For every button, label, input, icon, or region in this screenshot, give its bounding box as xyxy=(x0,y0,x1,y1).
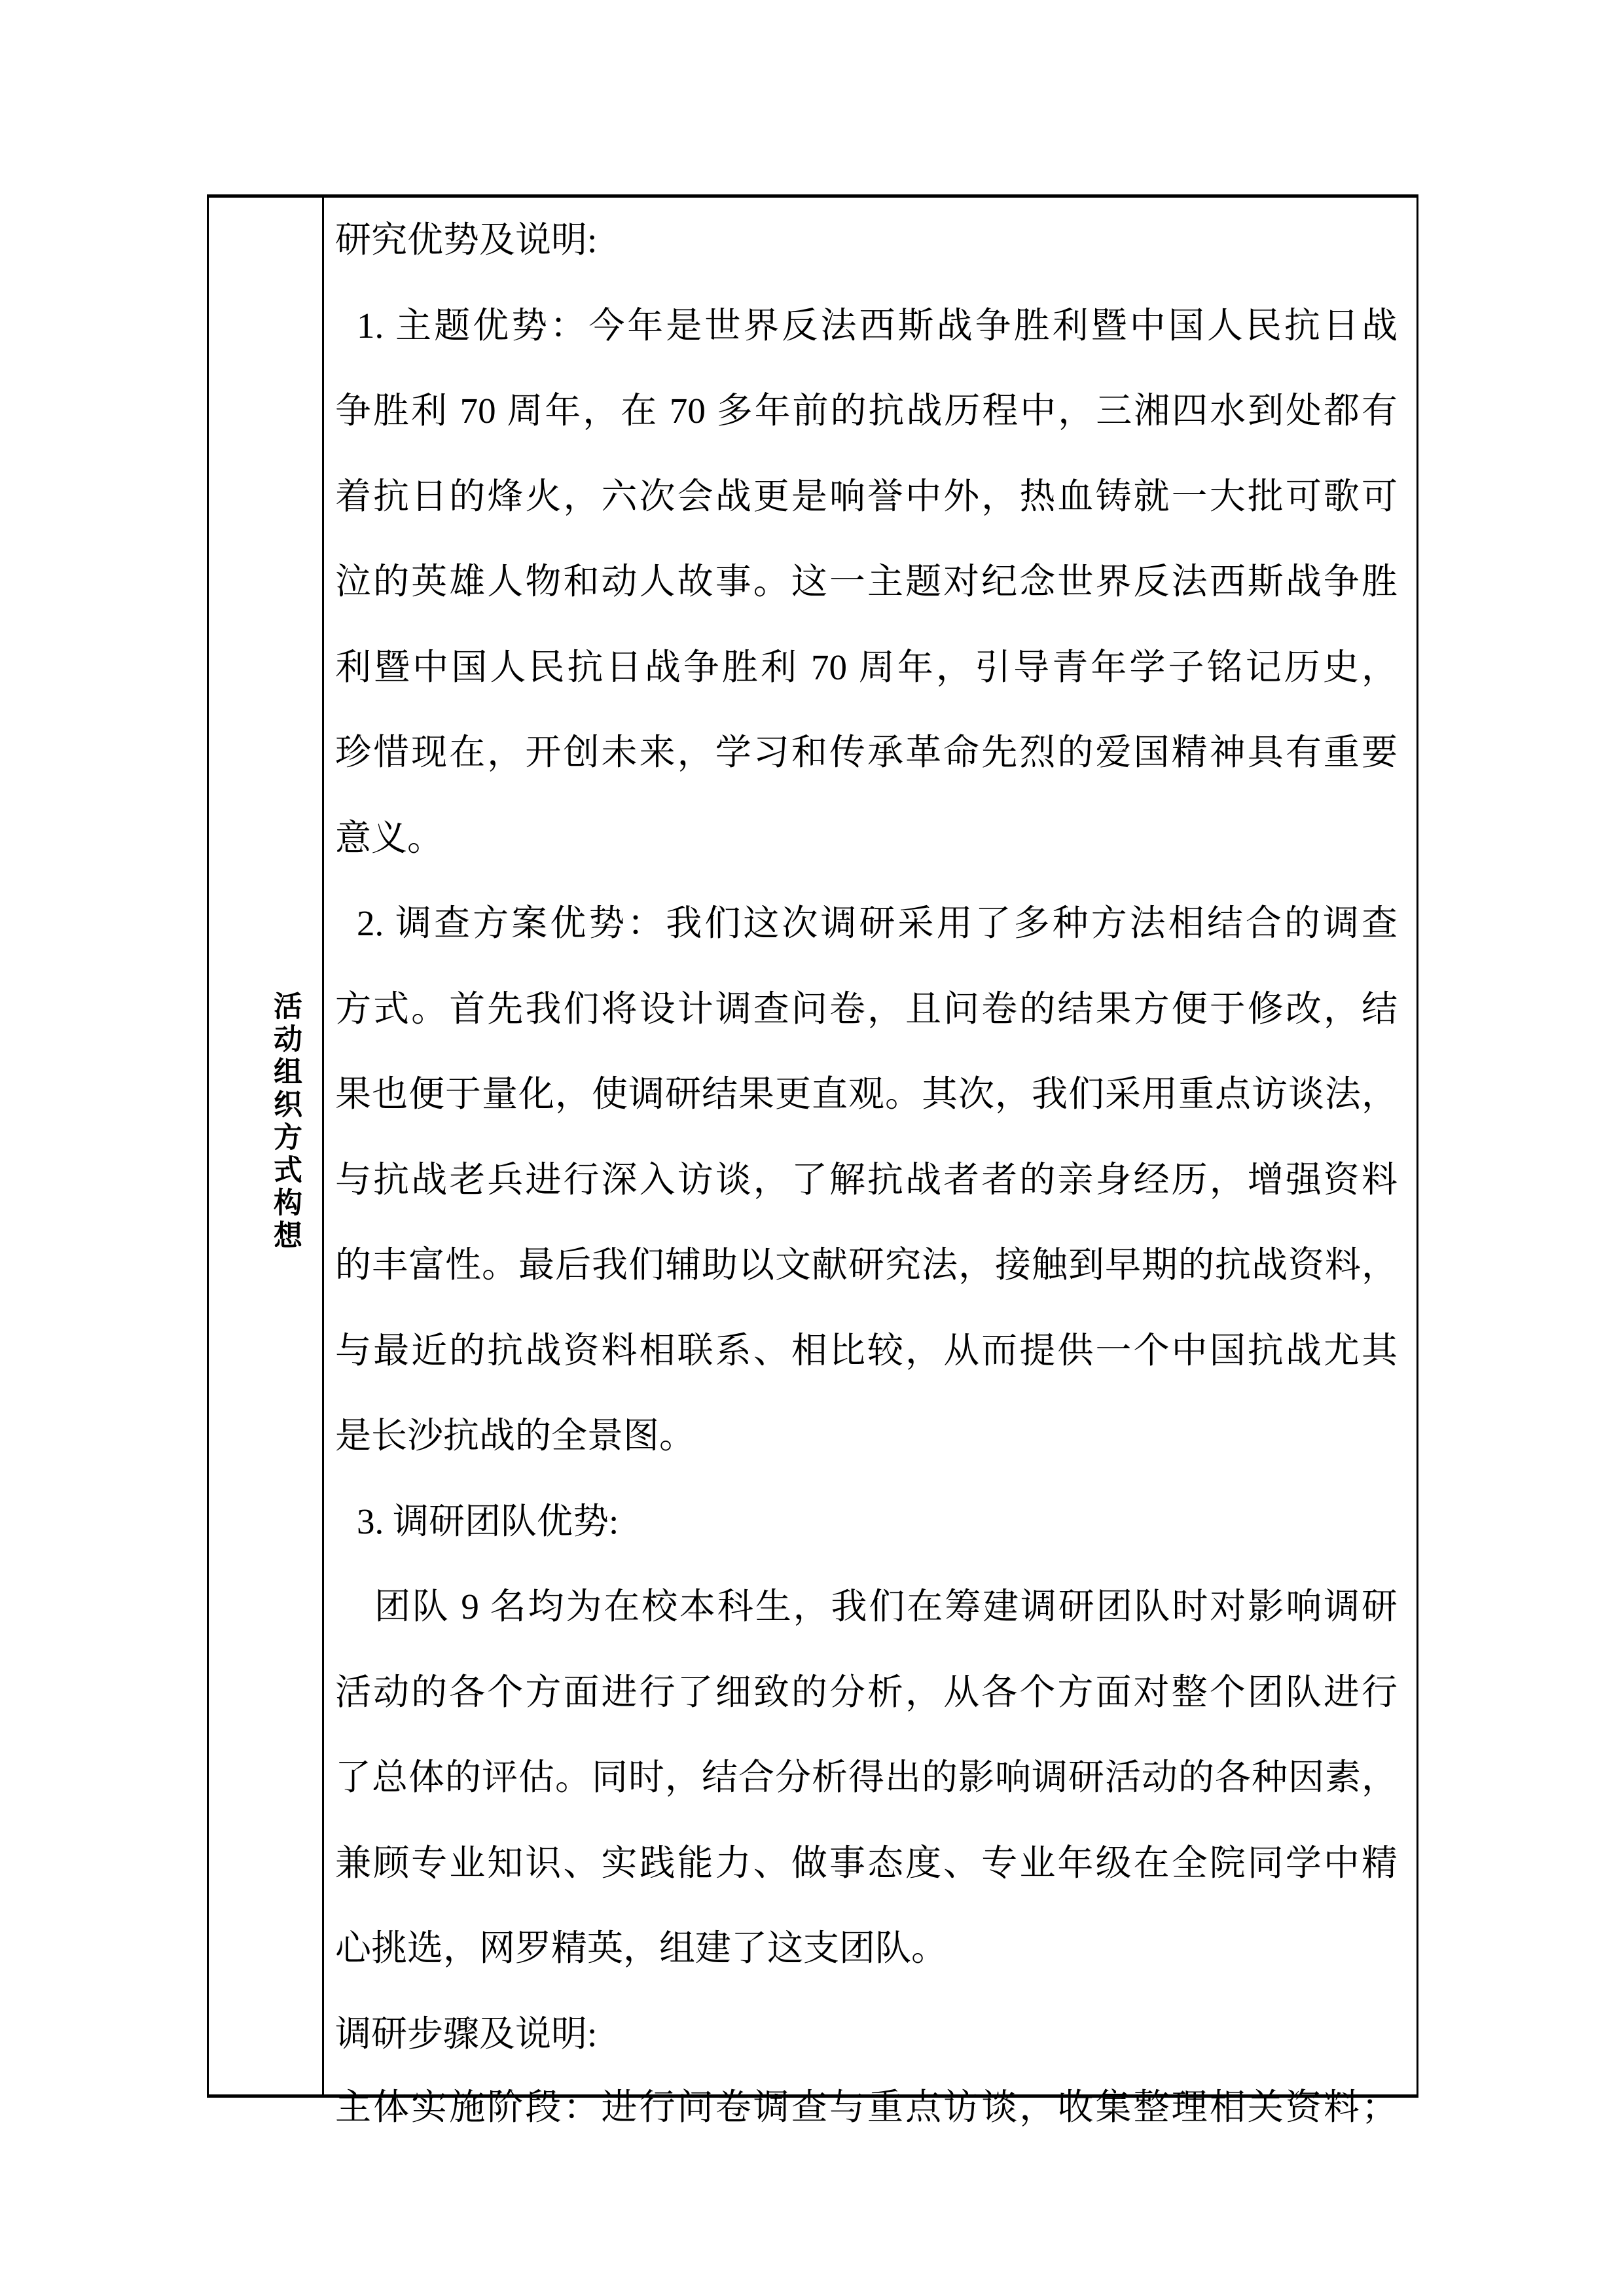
text-line: 是长沙抗战的全景图。 xyxy=(335,1416,696,1456)
text-line: 心挑选，网罗精英，组建了这支团队。 xyxy=(335,1928,948,1968)
text-line: 1. 主题优势：今年是世界反法西斯战争胜利暨中国人民抗日战 xyxy=(357,305,1398,346)
text-line: 与抗战老兵进行深入访谈，了解抗战者者的亲身经历，增强资料 xyxy=(335,1159,1398,1200)
text-line-clipped: 主体实施阶段：进行问卷调查与重点访谈，收集整理相关资料； xyxy=(335,2087,1398,2127)
text-line: 果也便于量化，使调研结果更直观。其次，我们采用重点访谈法， xyxy=(335,1074,1398,1114)
cell-row-header xyxy=(209,198,324,2094)
text-line: 了总体的评估。同时，结合分析得出的影响调研活动的各种因素， xyxy=(335,1757,1398,1797)
text-line: 活动的各个方面进行了细致的分析，从各个方面对整个团队进行 xyxy=(335,1672,1398,1712)
text-line: 争胜利 70 周年，在 70 多年前的抗战历程中，三湘四水到处都有 xyxy=(335,391,1398,431)
text-line: 的丰富性。最后我们辅助以文献研究法，接触到早期的抗战资料， xyxy=(335,1245,1398,1285)
text-line: 与最近的抗战资料相联系、相比较，从而提供一个中国抗战尤其 xyxy=(335,1330,1398,1371)
text-line: 调研步骤及说明: xyxy=(335,2013,598,2054)
text-line: 团队 9 名均为在校本科生，我们在筹建调研团队时对影响调研 xyxy=(374,1587,1398,1626)
text-line: 3. 调研团队优势: xyxy=(357,1501,619,1541)
text-line: 研究优势及说明: xyxy=(335,220,598,260)
row-header-label: 活动组织方式构想 xyxy=(269,991,301,1253)
text-line: 兼顾专业知识、实践能力、做事态度、专业年级在全院同学中精 xyxy=(335,1842,1398,1883)
text-line: 利暨中国人民抗日战争胜利 70 周年，引导青年学子铭记历史， xyxy=(335,647,1398,687)
form-table xyxy=(207,194,1418,2127)
text-line: 泣的英雄人物和动人故事。这一主题对纪念世界反法西斯战争胜 xyxy=(335,562,1398,601)
text-line: 珍惜现在，开创未来，学习和传承革命先烈的爱国精神具有重要 xyxy=(335,732,1398,772)
cell-organization-content xyxy=(324,198,1416,2127)
text-line: 着抗日的烽火，六次会战更是响誉中外，热血铸就一大批可歌可 xyxy=(335,476,1398,516)
text-line: 意义。 xyxy=(335,817,444,858)
text-line: 2. 调查方案优势：我们这次调研采用了多种方法相结合的调查 xyxy=(357,903,1398,943)
text-line: 方式。首先我们将设计调查问卷，且问卷的结果方便于修改，结 xyxy=(335,988,1398,1029)
